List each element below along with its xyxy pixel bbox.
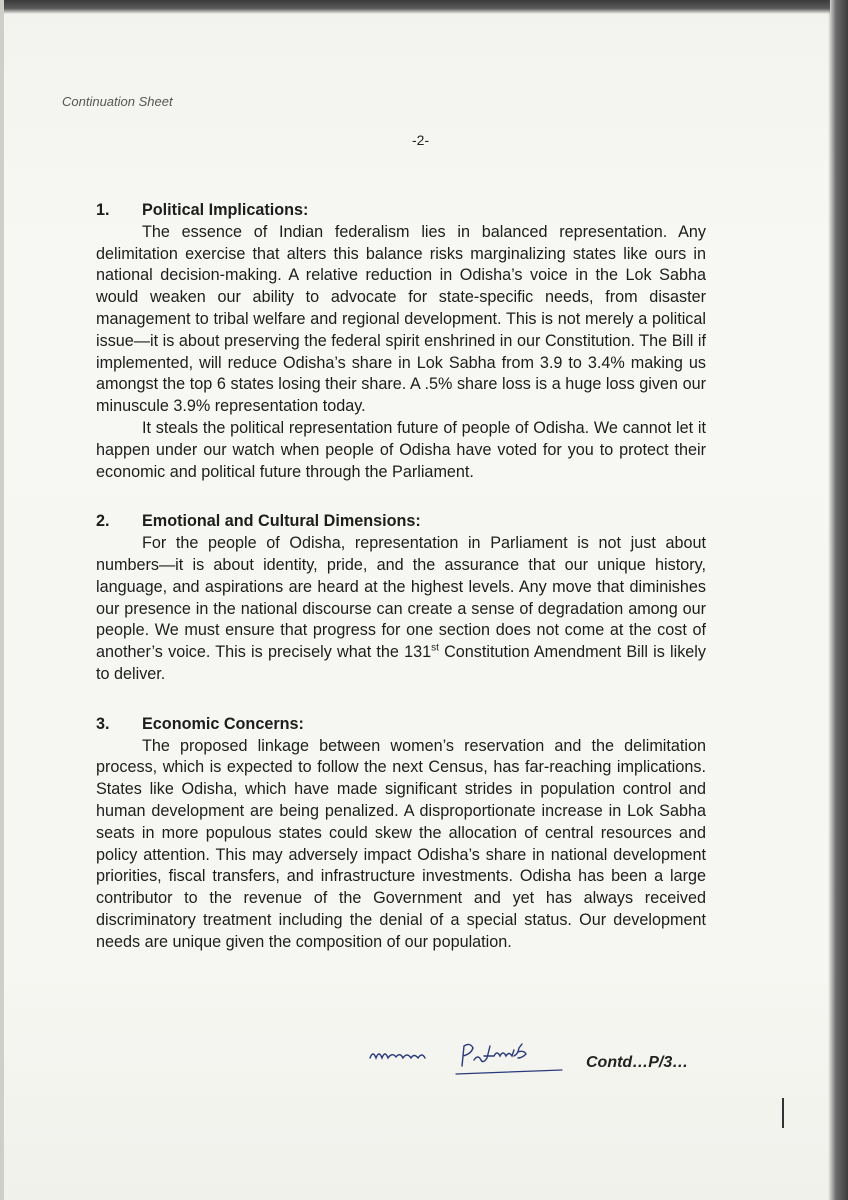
section-heading: [96, 200, 706, 222]
scan-top-edge: [0, 0, 830, 14]
section-economic-concerns: [96, 714, 706, 954]
paragraph: The proposed linkage between women’s reservation and the delimitation process, which is expected to follow the next Census, has far-reaching implications. States like Odisha, which have made significant strides in population control and human development are being penalized. A disproportionate increase in Lok Sabha seats in more populous states could skew the allocation of central resources and policy attention. This may adversely impact Odisha’s share in national development priorities, fiscal transfers, and infrastructure investments. Odisha has been a large contributor to the revenue of the Government and yet has always received discriminatory treatment including the denial of a special status. Our development needs are unique given the composition of our population.: [96, 736, 706, 951]
section-number: 1.: [96, 201, 110, 219]
paragraph: It steals the political representation future of people of Odisha. We cannot let it happen under our watch when people of Odisha have voted for you to protect their economic and political future through the Parliament.: [96, 418, 706, 481]
handwritten-signature: [366, 1036, 566, 1082]
section-title: Political Implications:: [142, 201, 309, 219]
paragraph: The essence of Indian federalism lies in balanced representation. Any delimitation exercise that alters this balance risks marginalizing states like ours in national decision-making. A relative reduction in Odisha’s voice in the Lok Sabha would weaken our ability to advocate for state-specific needs, from disaster management to tribal welfare and regional development. This is not merely a political issue—it is about preserving the federal spirit enshrined in our Constitution. The Bill if implemented, will reduce Odisha’s share in Lok Sabha from 3.9 to 3.4% making us amongst the top 6 states losing their share. A .5% share loss is a huge loss given our minuscule 3.9% representation today.: [96, 222, 706, 416]
margin-mark: [782, 1098, 784, 1128]
continued-note: Contd…P/3…: [586, 1054, 689, 1071]
continuation-sheet-label: Continuation Sheet: [62, 94, 173, 109]
paragraph-text: For the people of Odisha, representation in Parliament is not just about numbers—it is about identity, pride, and the assurance that our unique history, language, and aspirations are heard at the highest levels. Any move that diminishes our presence in the national discourse can create a sense of degradation among our people. We must ensure that progress for one section does not come at the cost of another’s voice. This is precisely what the 131: [96, 534, 706, 662]
section-number: 2.: [96, 512, 110, 531]
section-title: Emotional and Cultural Dimensions:: [142, 512, 421, 531]
section-heading: [96, 511, 706, 533]
section-political-implications: [96, 200, 706, 483]
ordinal-suffix: st: [431, 642, 439, 654]
scan-left-edge: [0, 0, 4, 1200]
section-title: Economic Concerns:: [142, 714, 304, 733]
page-number: -2-: [412, 132, 430, 148]
scan-right-edge: [828, 0, 848, 1200]
section-emotional-cultural: [96, 511, 706, 685]
letter-body: [96, 200, 706, 982]
page-footer: [366, 1036, 726, 1082]
section-heading: [96, 714, 706, 736]
paragraph: [96, 533, 706, 686]
section-number: 3.: [96, 714, 110, 733]
paragraph-text: Constitution Amendment Bill is likely to deliver.: [96, 643, 706, 683]
